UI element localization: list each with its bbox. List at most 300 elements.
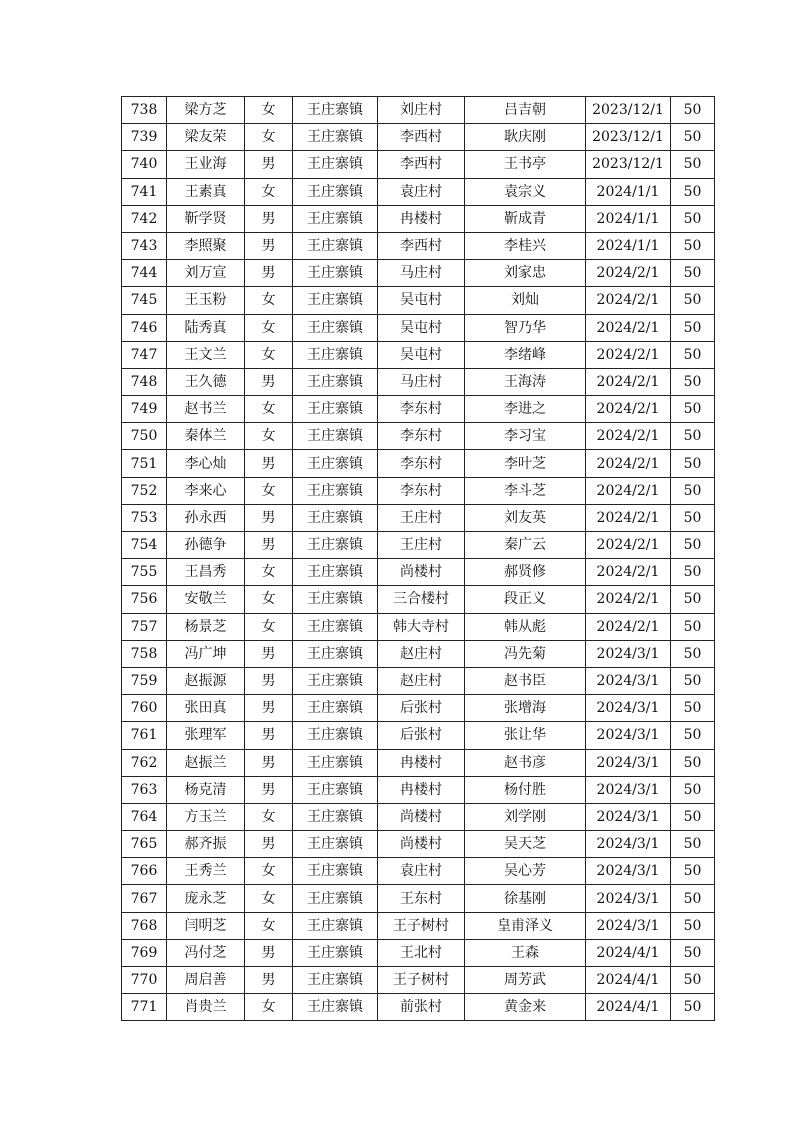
cell-town: 王庄寨镇 [293,559,378,586]
cell-village: 尚楼村 [378,803,465,830]
cell-number: 765 [122,831,167,858]
cell-town: 王庄寨镇 [293,368,378,395]
cell-gender: 男 [245,749,293,776]
cell-contact: 黄金来 [465,994,586,1021]
cell-number: 761 [122,722,167,749]
cell-amount: 50 [671,967,715,994]
cell-number: 738 [122,97,167,124]
cell-contact: 李习宝 [465,423,586,450]
cell-gender: 男 [245,967,293,994]
cell-gender: 女 [245,559,293,586]
cell-village: 三合楼村 [378,586,465,613]
cell-number: 750 [122,423,167,450]
cell-name: 肖贵兰 [167,994,245,1021]
cell-town: 王庄寨镇 [293,803,378,830]
cell-amount: 50 [671,695,715,722]
cell-village: 冉楼村 [378,776,465,803]
table-row [122,232,715,259]
cell-town: 王庄寨镇 [293,939,378,966]
cell-village: 李东村 [378,477,465,504]
cell-number: 770 [122,967,167,994]
cell-contact: 李进之 [465,396,586,423]
cell-number: 753 [122,504,167,531]
cell-date: 2024/3/1 [586,858,671,885]
cell-name: 赵书兰 [167,396,245,423]
cell-number: 739 [122,124,167,151]
cell-contact: 智乃华 [465,314,586,341]
cell-amount: 50 [671,477,715,504]
cell-name: 秦体兰 [167,423,245,450]
cell-name: 周启善 [167,967,245,994]
cell-name: 孙永西 [167,504,245,531]
cell-gender: 女 [245,994,293,1021]
cell-amount: 50 [671,912,715,939]
cell-contact: 王书亭 [465,151,586,178]
cell-gender: 女 [245,803,293,830]
cell-village: 韩大寺村 [378,613,465,640]
cell-date: 2024/2/1 [586,368,671,395]
cell-number: 745 [122,287,167,314]
cell-town: 王庄寨镇 [293,232,378,259]
cell-contact: 张让华 [465,722,586,749]
cell-number: 764 [122,803,167,830]
table-row [122,450,715,477]
cell-village: 袁庄村 [378,858,465,885]
cell-village: 尚楼村 [378,559,465,586]
cell-date: 2023/12/1 [586,97,671,124]
cell-date: 2024/2/1 [586,396,671,423]
cell-name: 王业海 [167,151,245,178]
cell-village: 冉楼村 [378,749,465,776]
cell-village: 吴屯村 [378,341,465,368]
table-row [122,504,715,531]
cell-town: 王庄寨镇 [293,695,378,722]
cell-town: 王庄寨镇 [293,178,378,205]
cell-date: 2024/3/1 [586,722,671,749]
cell-amount: 50 [671,151,715,178]
table-row [122,586,715,613]
table-row [122,314,715,341]
cell-amount: 50 [671,532,715,559]
cell-date: 2024/4/1 [586,994,671,1021]
cell-amount: 50 [671,722,715,749]
cell-amount: 50 [671,368,715,395]
cell-town: 王庄寨镇 [293,776,378,803]
cell-village: 王东村 [378,885,465,912]
cell-amount: 50 [671,124,715,151]
table-row [122,396,715,423]
cell-amount: 50 [671,803,715,830]
cell-town: 王庄寨镇 [293,722,378,749]
cell-name: 赵振兰 [167,749,245,776]
cell-gender: 女 [245,124,293,151]
cell-village: 王子树村 [378,967,465,994]
cell-town: 王庄寨镇 [293,667,378,694]
cell-town: 王庄寨镇 [293,858,378,885]
cell-contact: 刘灿 [465,287,586,314]
cell-amount: 50 [671,314,715,341]
cell-number: 768 [122,912,167,939]
cell-date: 2024/3/1 [586,803,671,830]
table-row [122,831,715,858]
cell-amount: 50 [671,423,715,450]
cell-date: 2024/2/1 [586,341,671,368]
cell-village: 李西村 [378,232,465,259]
cell-gender: 女 [245,314,293,341]
cell-date: 2024/2/1 [586,477,671,504]
cell-village: 李东村 [378,396,465,423]
cell-number: 741 [122,178,167,205]
cell-gender: 男 [245,831,293,858]
cell-village: 后张村 [378,722,465,749]
cell-date: 2024/4/1 [586,967,671,994]
cell-village: 李东村 [378,450,465,477]
cell-name: 梁方芝 [167,97,245,124]
cell-contact: 杨付胜 [465,776,586,803]
cell-number: 740 [122,151,167,178]
cell-number: 759 [122,667,167,694]
records-table-body [122,97,715,1021]
cell-name: 陆秀真 [167,314,245,341]
cell-name: 孙德争 [167,532,245,559]
cell-date: 2024/3/1 [586,776,671,803]
cell-contact: 耿庆刚 [465,124,586,151]
cell-date: 2024/3/1 [586,640,671,667]
cell-amount: 50 [671,341,715,368]
cell-name: 李心灿 [167,450,245,477]
cell-amount: 50 [671,260,715,287]
cell-number: 748 [122,368,167,395]
cell-number: 754 [122,532,167,559]
cell-gender: 女 [245,396,293,423]
cell-name: 庞永芝 [167,885,245,912]
cell-name: 靳学贤 [167,205,245,232]
cell-date: 2024/3/1 [586,695,671,722]
cell-name: 张田真 [167,695,245,722]
table-row [122,559,715,586]
cell-name: 王玉粉 [167,287,245,314]
cell-contact: 吴天芝 [465,831,586,858]
table-row [122,939,715,966]
cell-town: 王庄寨镇 [293,912,378,939]
cell-contact: 王海涛 [465,368,586,395]
table-row [122,749,715,776]
cell-name: 王秀兰 [167,858,245,885]
cell-town: 王庄寨镇 [293,396,378,423]
table-row [122,613,715,640]
cell-town: 王庄寨镇 [293,314,378,341]
cell-date: 2024/2/1 [586,423,671,450]
cell-number: 752 [122,477,167,504]
cell-number: 746 [122,314,167,341]
cell-number: 743 [122,232,167,259]
cell-name: 冯广坤 [167,640,245,667]
cell-number: 749 [122,396,167,423]
cell-date: 2024/2/1 [586,314,671,341]
cell-town: 王庄寨镇 [293,97,378,124]
table-row [122,477,715,504]
cell-contact: 李叶芝 [465,450,586,477]
cell-gender: 男 [245,667,293,694]
cell-amount: 50 [671,640,715,667]
cell-contact: 李斗芝 [465,477,586,504]
cell-name: 冯付芝 [167,939,245,966]
table-row [122,722,715,749]
cell-amount: 50 [671,939,715,966]
table-row [122,695,715,722]
table-row [122,858,715,885]
cell-name: 赵振源 [167,667,245,694]
cell-town: 王庄寨镇 [293,613,378,640]
cell-number: 766 [122,858,167,885]
table-row [122,178,715,205]
cell-number: 762 [122,749,167,776]
cell-amount: 50 [671,450,715,477]
cell-amount: 50 [671,396,715,423]
cell-number: 755 [122,559,167,586]
cell-contact: 皇甫泽义 [465,912,586,939]
cell-gender: 男 [245,939,293,966]
cell-contact: 赵书臣 [465,667,586,694]
cell-village: 王子树村 [378,912,465,939]
cell-village: 尚楼村 [378,831,465,858]
cell-village: 袁庄村 [378,178,465,205]
cell-name: 李来心 [167,477,245,504]
cell-gender: 女 [245,477,293,504]
records-table [121,96,715,1021]
cell-name: 杨景芝 [167,613,245,640]
table-row [122,205,715,232]
table-row [122,97,715,124]
cell-date: 2024/2/1 [586,559,671,586]
cell-date: 2024/1/1 [586,178,671,205]
cell-amount: 50 [671,613,715,640]
cell-village: 马庄村 [378,260,465,287]
cell-number: 767 [122,885,167,912]
cell-amount: 50 [671,97,715,124]
cell-town: 王庄寨镇 [293,831,378,858]
cell-town: 王庄寨镇 [293,287,378,314]
cell-number: 769 [122,939,167,966]
cell-name: 杨克清 [167,776,245,803]
cell-gender: 男 [245,640,293,667]
cell-date: 2024/2/1 [586,450,671,477]
cell-town: 王庄寨镇 [293,640,378,667]
cell-date: 2024/1/1 [586,232,671,259]
cell-gender: 男 [245,368,293,395]
cell-name: 王素真 [167,178,245,205]
cell-date: 2024/2/1 [586,287,671,314]
cell-name: 闫明芝 [167,912,245,939]
cell-town: 王庄寨镇 [293,477,378,504]
cell-village: 赵庄村 [378,640,465,667]
cell-amount: 50 [671,232,715,259]
cell-date: 2024/2/1 [586,504,671,531]
cell-amount: 50 [671,586,715,613]
cell-village: 吴屯村 [378,314,465,341]
cell-number: 763 [122,776,167,803]
cell-gender: 男 [245,504,293,531]
cell-contact: 刘友英 [465,504,586,531]
cell-gender: 女 [245,341,293,368]
cell-number: 742 [122,205,167,232]
cell-date: 2024/3/1 [586,667,671,694]
cell-amount: 50 [671,178,715,205]
cell-name: 郝齐振 [167,831,245,858]
cell-contact: 徐基刚 [465,885,586,912]
cell-number: 747 [122,341,167,368]
cell-number: 756 [122,586,167,613]
cell-date: 2024/3/1 [586,831,671,858]
cell-village: 冉楼村 [378,205,465,232]
cell-amount: 50 [671,831,715,858]
cell-name: 张理军 [167,722,245,749]
cell-village: 前张村 [378,994,465,1021]
cell-town: 王庄寨镇 [293,532,378,559]
cell-number: 751 [122,450,167,477]
cell-town: 王庄寨镇 [293,151,378,178]
cell-gender: 男 [245,450,293,477]
table-row [122,341,715,368]
cell-amount: 50 [671,287,715,314]
cell-village: 王北村 [378,939,465,966]
cell-name: 王久德 [167,368,245,395]
cell-contact: 冯先菊 [465,640,586,667]
cell-village: 赵庄村 [378,667,465,694]
cell-town: 王庄寨镇 [293,124,378,151]
cell-town: 王庄寨镇 [293,994,378,1021]
cell-contact: 吴心芳 [465,858,586,885]
cell-date: 2024/1/1 [586,205,671,232]
cell-contact: 韩从彪 [465,613,586,640]
table-row [122,885,715,912]
cell-gender: 女 [245,586,293,613]
cell-gender: 女 [245,912,293,939]
cell-gender: 男 [245,722,293,749]
cell-amount: 50 [671,205,715,232]
cell-number: 760 [122,695,167,722]
table-row [122,368,715,395]
cell-contact: 王森 [465,939,586,966]
cell-number: 744 [122,260,167,287]
table-row [122,124,715,151]
cell-town: 王庄寨镇 [293,967,378,994]
cell-town: 王庄寨镇 [293,885,378,912]
cell-town: 王庄寨镇 [293,450,378,477]
cell-contact: 刘学刚 [465,803,586,830]
cell-gender: 男 [245,776,293,803]
cell-date: 2024/2/1 [586,613,671,640]
cell-gender: 男 [245,205,293,232]
cell-date: 2023/12/1 [586,151,671,178]
cell-name: 方玉兰 [167,803,245,830]
cell-number: 758 [122,640,167,667]
cell-date: 2024/3/1 [586,912,671,939]
table-row [122,532,715,559]
cell-gender: 男 [245,260,293,287]
cell-village: 李西村 [378,151,465,178]
cell-gender: 女 [245,287,293,314]
cell-gender: 男 [245,532,293,559]
cell-gender: 女 [245,423,293,450]
cell-name: 王文兰 [167,341,245,368]
cell-date: 2023/12/1 [586,124,671,151]
cell-gender: 女 [245,97,293,124]
cell-contact: 刘家忠 [465,260,586,287]
cell-contact: 段正义 [465,586,586,613]
cell-contact: 张增海 [465,695,586,722]
cell-number: 771 [122,994,167,1021]
cell-date: 2024/3/1 [586,749,671,776]
cell-contact: 赵书彦 [465,749,586,776]
cell-village: 李西村 [378,124,465,151]
cell-amount: 50 [671,504,715,531]
cell-gender: 女 [245,178,293,205]
cell-contact: 袁宗义 [465,178,586,205]
cell-town: 王庄寨镇 [293,341,378,368]
cell-name: 李照聚 [167,232,245,259]
table-row [122,912,715,939]
cell-date: 2024/4/1 [586,939,671,966]
cell-contact: 李桂兴 [465,232,586,259]
cell-amount: 50 [671,885,715,912]
cell-name: 梁友荣 [167,124,245,151]
cell-amount: 50 [671,749,715,776]
table-row [122,667,715,694]
table-row [122,776,715,803]
cell-gender: 女 [245,858,293,885]
cell-contact: 李绪峰 [465,341,586,368]
cell-amount: 50 [671,858,715,885]
cell-contact: 靳成青 [465,205,586,232]
cell-date: 2024/2/1 [586,260,671,287]
cell-amount: 50 [671,559,715,586]
cell-village: 后张村 [378,695,465,722]
table-row [122,994,715,1021]
cell-amount: 50 [671,994,715,1021]
cell-village: 李东村 [378,423,465,450]
table-row [122,640,715,667]
cell-town: 王庄寨镇 [293,205,378,232]
cell-village: 王庄村 [378,504,465,531]
cell-amount: 50 [671,776,715,803]
table-row [122,803,715,830]
cell-name: 王昌秀 [167,559,245,586]
cell-town: 王庄寨镇 [293,749,378,776]
cell-contact: 周芳武 [465,967,586,994]
cell-village: 吴屯村 [378,287,465,314]
cell-town: 王庄寨镇 [293,423,378,450]
cell-town: 王庄寨镇 [293,260,378,287]
table-row [122,260,715,287]
cell-amount: 50 [671,667,715,694]
cell-name: 安敬兰 [167,586,245,613]
cell-gender: 男 [245,151,293,178]
cell-date: 2024/2/1 [586,586,671,613]
table-row [122,423,715,450]
cell-name: 刘万宣 [167,260,245,287]
table-row [122,967,715,994]
cell-village: 王庄村 [378,532,465,559]
cell-contact: 郝贤修 [465,559,586,586]
cell-date: 2024/3/1 [586,885,671,912]
cell-contact: 吕吉朝 [465,97,586,124]
cell-number: 757 [122,613,167,640]
cell-contact: 秦广云 [465,532,586,559]
cell-gender: 男 [245,695,293,722]
table-row [122,287,715,314]
cell-gender: 男 [245,232,293,259]
